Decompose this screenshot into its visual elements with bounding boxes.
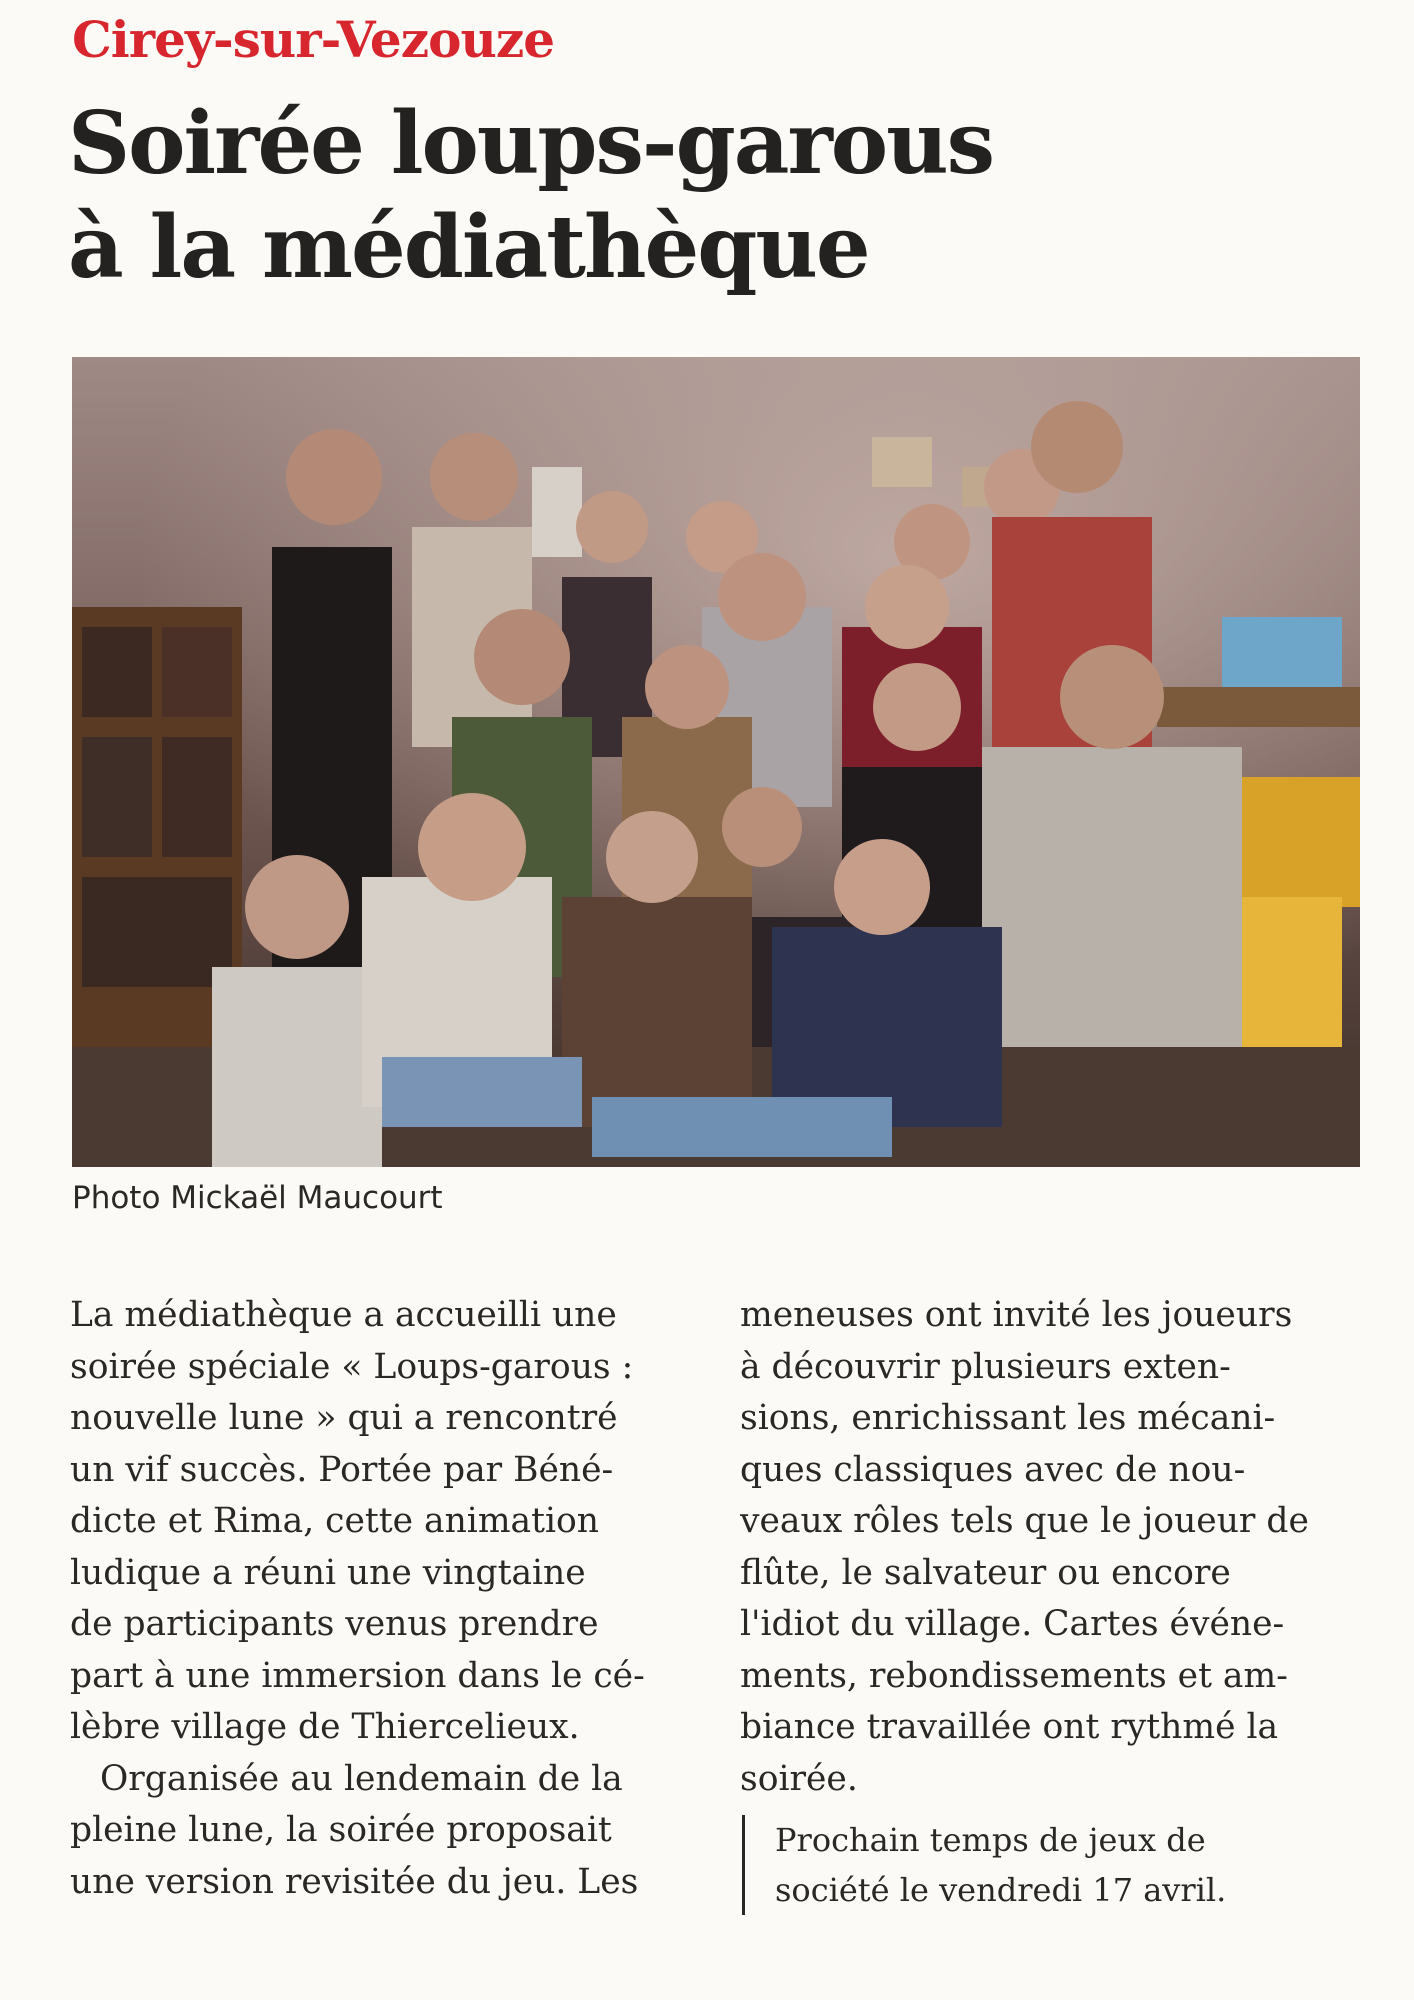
body-line: La médiathèque a accueilli une [70,1295,617,1335]
body-line: ments, rebondissements et am- [740,1655,1288,1696]
upcoming-event-note [742,1815,1395,1915]
body-line: une version revisitée du jeu. Les [70,1861,639,1902]
group-photo-illustration [72,357,1360,1167]
kicker-location: Cirey-sur-Vezouze [72,10,555,69]
body-line: nouvelle lune » qui a rencontré [70,1398,618,1438]
headline-line: Soirée loups-garous [68,93,994,194]
body-column-left [70,1290,700,1908]
body-line: pleine lune, la soirée proposait [70,1810,612,1850]
body-line: un vif succès. Portée par Béné- [70,1449,614,1490]
photo-credit: Photo Mickaël Maucourt [72,1180,443,1216]
group-photo [72,357,1360,1167]
body-line: sions, enrichissant les mécani- [740,1398,1276,1438]
body-line: ludique a réuni une vingtaine [70,1552,586,1593]
body-line: soirée spéciale « Loups-garous : [70,1346,634,1387]
body-line: meneuses ont invité les joueurs [740,1295,1293,1335]
headline [68,92,1348,300]
body-column-right [740,1290,1370,1805]
body-line: à découvrir plusieurs exten- [740,1346,1231,1387]
body-line: dicte et Rima, cette animation [70,1501,600,1541]
note-line: société le vendredi 17 avril. [775,1871,1227,1909]
body-line: ques classiques avec de nou- [740,1449,1246,1490]
body-line: soirée. [740,1758,858,1799]
headline-line: à la médiathèque [68,197,869,298]
body-line: de participants venus prendre [70,1604,599,1644]
body-line: flûte, le salvateur ou encore [740,1552,1231,1593]
note-line: Prochain temps de jeux de [775,1821,1206,1859]
body-line: Organisée au lendemain de la [100,1758,623,1799]
body-line: part à une immersion dans le cé- [70,1655,645,1696]
body-line: veaux rôles tels que le joueur de [740,1501,1309,1541]
body-line: lèbre village de Thiercelieux. [70,1707,580,1747]
body-line: l'idiot du village. Cartes événe- [740,1604,1285,1644]
body-line: biance travaillée ont rythmé la [740,1707,1279,1747]
